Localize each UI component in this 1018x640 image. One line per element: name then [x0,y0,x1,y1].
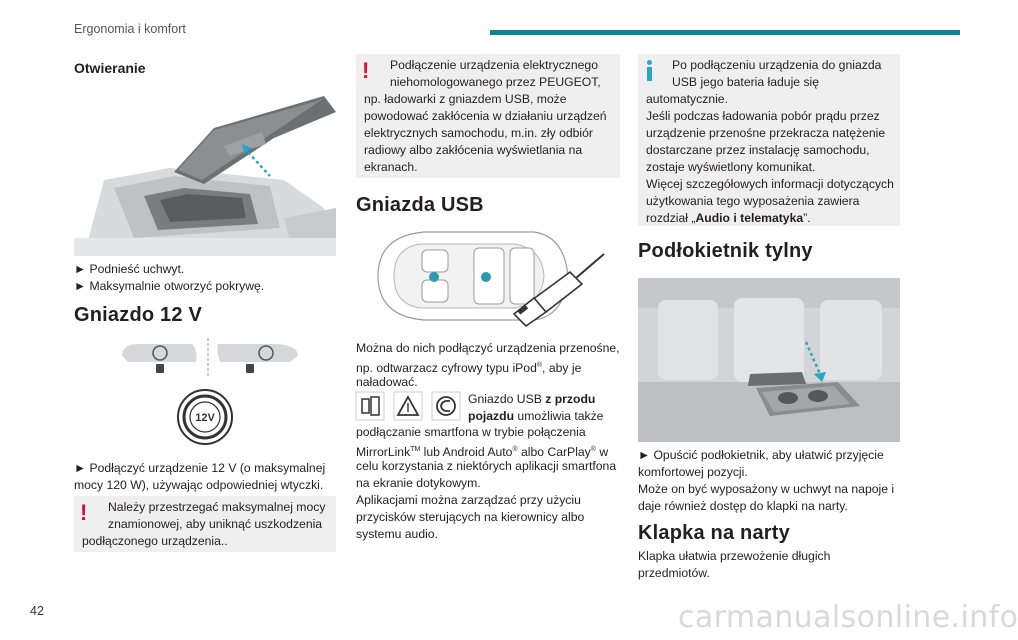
info-line: użytkowania tego wyposażenia zawiera [646,194,860,208]
socket12-title: Gniazdo 12 V [74,304,202,326]
info-part: ”. [803,211,811,225]
warn-line: znamionowej, aby uniknąć uszkodzenia [108,517,323,531]
usb-more-line-7: systemu audio. [356,527,438,541]
warn-line: niehomologowanego przez PEUGEOT, [390,75,601,89]
socket12-warning-box [74,496,336,552]
info-line: zostaje wyświetlony komunikat. [646,160,816,174]
socket-location-diagram [120,336,300,378]
chapter-reference: Audio i telematyka [695,211,804,225]
info-line-ref [646,210,811,227]
usb-front-line-2 [468,408,620,425]
usb-location-diagram [364,226,610,326]
warn-line: Podłączenie urządzenia elektrycznego [390,58,598,72]
armrest-illustration [74,88,336,256]
warn-line: Należy przestrzegać maksymalnej mocy [108,500,326,514]
page-number: 42 [30,604,44,618]
warning-icon: ! [362,58,370,83]
ski-flap-title: Klapka na narty [638,522,790,544]
opening-title: Otwieranie [74,60,146,76]
info-line: urządzenie przenośne przekracza natężenie [646,126,886,140]
usb-text-part: , aby je [542,361,582,376]
usb-title: Gniazda USB [356,194,484,216]
usb-text-part: np. odtwarzacz cyfrowy typu iPod [356,361,537,376]
usb-more-line-1: podłączanie smartfona w trybie połączenia [356,425,586,439]
registered-mark: ® [536,362,543,369]
rear-text-line-4: daje również dostęp do klapki na narty. [638,499,848,513]
rear-text-line-1: ► Opuścić podłokietnik, aby ułatwić przyjęcie [638,448,884,462]
info-line: Jeśli podczas ładowania pobór prądu przez [646,109,880,123]
usb-text-line-1: Można do nich podłączyć urządzenia przenośne, [356,341,620,355]
usb-front-part: umożliwia także [514,409,604,423]
info-icon [646,60,652,82]
usb-more-part: lub Android Auto [420,445,513,460]
socket-label: 12V [195,412,215,424]
registered-mark: ® [590,446,596,453]
socket12-text: ► Podłączyć urządzenie 12 V (o maksymalnej mocy 120 W), używając odpowiedniej wtyczki. [74,461,326,493]
usb-more-line-5: Aplikacjami można zarządzać przy użyciu [356,493,581,507]
usb-front-part: Gniazdo USB [468,392,546,406]
socket-12v-icon [176,388,234,446]
usb-more-line-4: na ekranie dotykowym. [356,476,481,490]
usb-warning-box [356,54,620,178]
warn-line: elektrycznych samochodu, m.in. zły odbiór [364,126,593,140]
usb-more-line-3: celu korzystania z niektórych aplikacji smartfona [356,459,617,473]
warn-line: radiowy albo zakłócenia wyświetlania na [364,143,583,157]
usb-more-part: w [595,445,609,460]
usb-info-box [638,54,900,226]
warning-icon: ! [80,500,88,525]
usb-text-line-3: naładować. [356,375,418,389]
rear-armrest-title: Podłokietnik tylny [638,240,813,262]
usb-front-line-1 [468,391,620,408]
warn-line: podłączonego urządzenia.. [82,534,228,548]
warn-line: ekranach. [364,160,418,174]
rear-text-line-2: komfortowej pozycji. [638,465,748,479]
rear-text-line-3: Może on być wyposażony w uchwyt na napoje i [638,482,895,496]
info-line: Po podłączeniu urządzenia do gniazda [672,58,882,72]
usb-more-part: MirrorLink [356,445,411,460]
usb-front-bold: pojazdu [468,409,515,423]
opening-step-2: ► Maksymalnie otworzyć pokrywę. [74,279,265,293]
usb-more-line-6: przycisków sterujących na kierownicy albo [356,510,585,524]
rear-armrest-illustration [638,278,900,442]
info-line: dostarczane przez instalację samochodu, [646,143,870,157]
warn-line: powodować zakłócenia w działaniu urządzeń [364,109,607,123]
header-accent-bar [490,30,960,35]
info-line: automatycznie. [646,92,728,106]
usb-compat-icons [356,392,462,420]
info-line: Więcej szczegółowych informacji dotyczących [646,177,894,191]
trademark-mark: TM [410,446,421,453]
warn-line: np. ładowarki z gniazdem USB, może [364,92,567,106]
usb-more-part: albo CarPlay [517,445,591,460]
opening-step-1: ► Podnieść uchwyt. [74,262,185,276]
ski-flap-text: Klapka ułatwia przewożenie długich przedmiotów. [638,549,831,581]
info-line: USB jego bateria ładuje się [672,75,820,89]
watermark: carmanualsonline.info [678,600,1018,635]
usb-front-bold: z przodu [545,392,596,406]
registered-mark: ® [512,446,518,453]
info-part: rozdział „ [646,211,696,225]
section-header: Ergonomia i komfort [74,22,186,36]
